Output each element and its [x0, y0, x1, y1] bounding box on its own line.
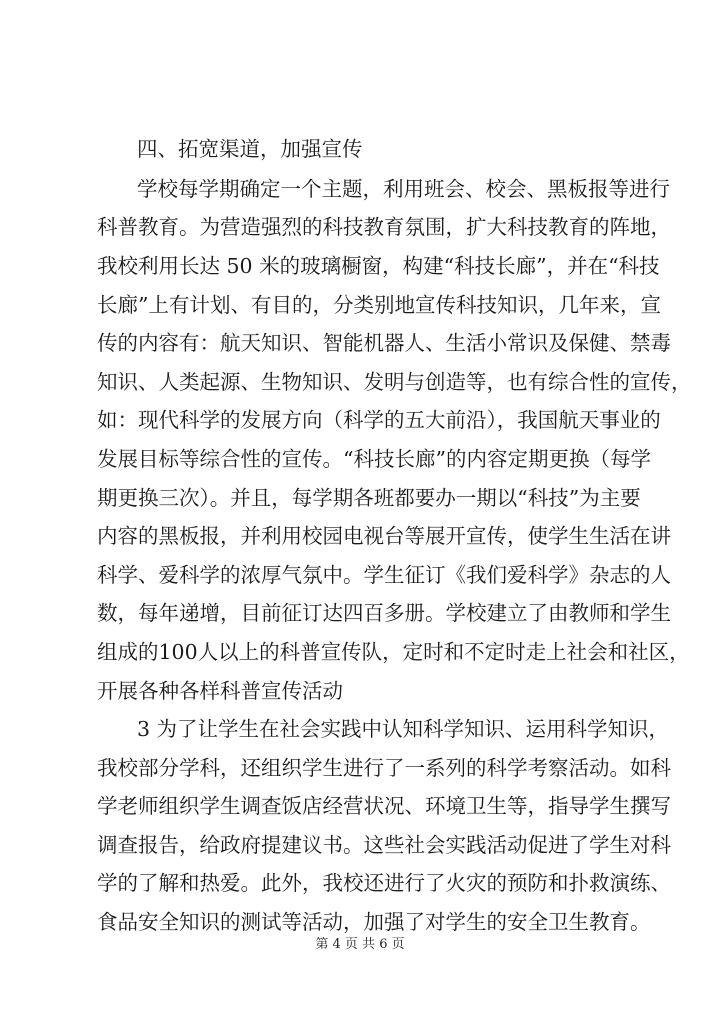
paragraph-line: 科学、爱科学的浓厚气氛中。学生征订《我们爱科学》杂志的人 [97, 563, 671, 587]
paragraph-line: 期更换三次）。并且，每学期各班都要办一期以“科技”为主要 [97, 486, 641, 510]
paragraph-line: 我校部分学科，还组织学生进行了一系列的科学考察活动。如科 [97, 756, 671, 780]
paragraph-line: 内容的黑板报，并利用校园电视台等展开宣传，使学生生活在讲 [97, 524, 671, 548]
paragraph-line: 开展各种各样科普宣传活动 [97, 679, 343, 703]
paragraph-line: 科普教育。为营造强烈的科技教育氛围，扩大科技教育的阵地， [97, 215, 671, 239]
paragraph-line: 我校利用长达 50 米的玻璃橱窗，构建“科技长廊”，并在“科技 [97, 254, 660, 278]
paragraph-line: 学老师组织学生调查饭店经营状况、环境卫生等，指导学生撰写 [97, 794, 671, 818]
paragraph-line: 3 为了让学生在社会实践中认知科学知识、运用科学知识， [137, 717, 670, 741]
paragraph-line: 长廊”上有计划、有目的，分类别地宣传科技知识，几年来，宣 [97, 293, 661, 317]
paragraph-line: 发展目标等综合性的宣传。“科技长廊”的内容定期更换（每学 [97, 447, 651, 471]
paragraph-line: 知识、人类起源、生物知识、发明与创造等，也有综合性的宣传， [97, 370, 692, 394]
paragraph-line: 数，每年递增，目前征订达四百多册。学校建立了由教师和学生 [97, 601, 671, 625]
page-number-footer: 第 4 页 共 6 页 [315, 937, 405, 952]
paragraph-line: 调查报告，给政府提建议书。这些社会实践活动促进了学生对科 [97, 833, 671, 857]
paragraph-line: 如：现代科学的发展方向（科学的五大前沿），我国航天事业的 [97, 408, 661, 432]
paragraph-line: 学的了解和热爱。此外，我校还进行了火灾的预防和扑救演练、 [97, 871, 671, 895]
paragraph-line: 学校每学期确定一个主题，利用班会、校会、黑板报等进行 [137, 177, 670, 201]
paragraph-line: 组成的100人以上的科普宣传队，定时和不定时走上社会和社区， [97, 640, 690, 664]
section-heading: 四、拓宽渠道，加强宣传 [137, 137, 363, 161]
paragraph-line: 食品安全知识的测试等活动，加强了对学生的安全卫生教育。 [97, 910, 651, 934]
paragraph-line: 传的内容有：航天知识、智能机器人、生活小常识及保健、禁毒 [97, 331, 671, 355]
